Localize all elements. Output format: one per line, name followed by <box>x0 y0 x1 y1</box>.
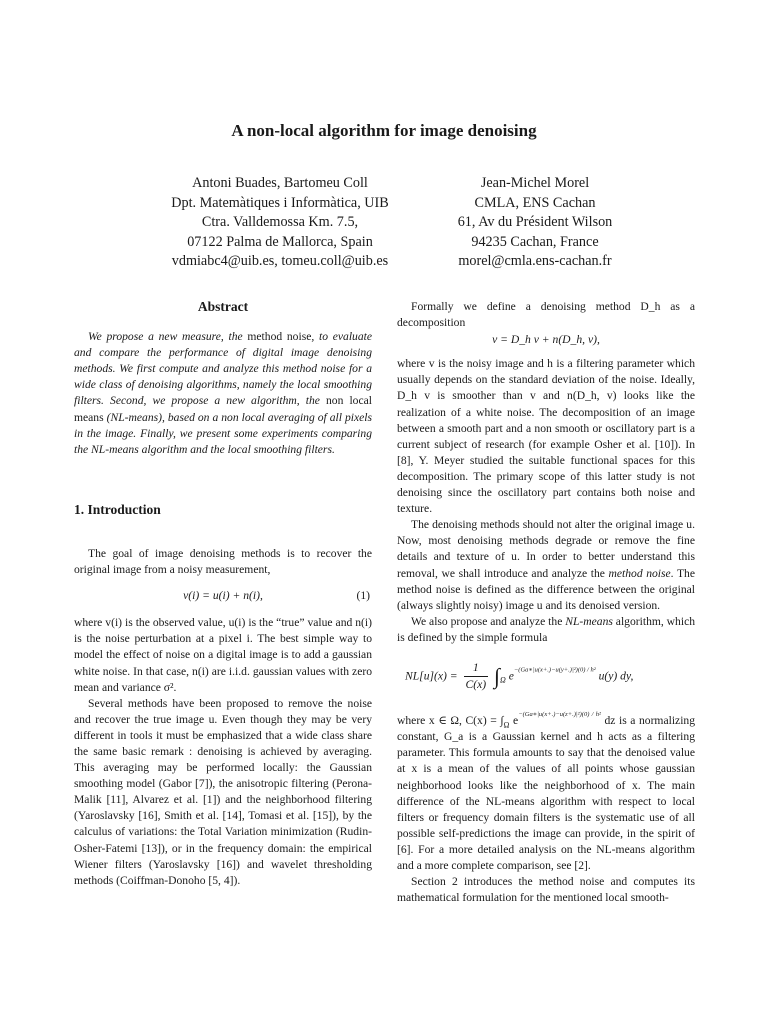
right-paragraph-2: where v is the noisy image and h is a filtering parameter which usually depends on the standard deviation of the noise. Ideally, D_h v is smoother than v and n(D_h, v) looks like the realization of a white noise. The decomposition of an image between a smooth part and a non smooth or oscillatory part is a current subject of research (for example Osher et al. [10]). In [8], Y. Meyer studied the suitable functional spaces for this decomposition. The primary scope of this latter study is not denoising since the oscillatory part contains both noise and texture. <box>397 357 695 516</box>
abstract-text-2: , to evaluate and compare the performance of digital image denoising methods. We first compute and analyze this method noise for a wide class of denoising algorithms, namely the local smoothing filters. Second, we propose a new algorithm, the <box>74 330 373 408</box>
right-paragraph-5b: dz is a normalizing constant, G_a is a Gaussian kernel and h acts as a filtering parameter. This formula amounts to say that the denoised value at x is a mean of the values of all points whose gaussian neighborhood looks like the neighborhood of x. The main difference of the NL-means algorithm with respect to local filters or frequency domain filters is the systematic use of all possible self-predictions the image can provide, in the spirit of [6]. For a more detailed analysis on the NL-means algorithm and a more complete comparison, see [2]. <box>397 714 696 872</box>
term-method-noise: method noise <box>608 566 671 580</box>
nl-fraction-numerator: 1 <box>464 660 489 677</box>
equation-1-number: (1) <box>356 589 370 603</box>
author-names: Antoni Buades, Bartomeu Coll <box>192 175 368 191</box>
right-paragraph-6: Section 2 introduces the method noise and computes its mathematical formulation for the mentioned local smooth- <box>397 875 695 905</box>
intro-paragraph-1: The goal of image denoising methods is to recover the original image from a noisy measurement, <box>74 546 372 577</box>
equation-1-body: v(i) = u(i) + n(i), <box>183 589 263 603</box>
integral-sign: ∫ <box>494 663 501 689</box>
right-paragraph-3b: . The method noise is defined as the difference between the original (always slightly noisy) image u and its denoised version. <box>397 566 695 612</box>
author-email-morel: morel@cmla.ens-cachan.fr <box>458 253 612 269</box>
section-heading-introduction: 1. Introduction <box>74 501 161 517</box>
right-paragraph-5a: where x ∈ Ω, C(x) = ∫ <box>397 714 504 728</box>
abstract-heading: Abstract <box>197 299 249 314</box>
abstract-body <box>74 329 372 458</box>
right-paragraph-3 <box>397 517 695 614</box>
author-affiliation: Dpt. Matemàtiques i Informàtica, UIB <box>171 194 389 211</box>
author-name-morel: Jean-Michel Morel <box>480 175 590 191</box>
equation-decomposition: v = D_h v + n(D_h, v), <box>492 333 600 347</box>
term-nl-means: NL-means <box>565 614 613 628</box>
intro-paragraph-2: where v(i) is the observed value, u(i) is the “true” value and n(i) is the noise perturbation at a pixel i. The best simple way to model the effect of noise on a digital image is to add a gaussian white noise. In that case, n(i) are i.i.d. gaussian values with zero mean and variance σ². <box>74 616 372 694</box>
abstract-text-3: (NL-means), based on a non local averaging of all pixels in the image. Finally, we present some experiments comparing the NL-means algorithm and the local smoothing filters. <box>74 410 372 456</box>
intro-paragraph-3: Several methods have been proposed to remove the noise and recover the true image u. Even though they may be very different in tools it must be emphasized that a wide class share the same basic remark : denoising is achieved by averaging. This averaging may be performed locally: the Gaussian smoothing model (Gabor [7]), the anisotropic filtering (Perona-Malik [11], Alvarez et al. [1]) and the neighborhood filtering (Yaroslavsky [16], Smith et al. [14], Tomasi et al. [15]), by the calculus of variations: the Total Variation minimization (Rudin-Osher-Fatemi [13]), or in the frequency domain: the empirical Wiener filters (Yaroslavsky [16]) and wavelet thresholding methods (Coiffman-Donoho [5, 4]). <box>74 696 372 887</box>
author-address-city-right: 94235 Cachan, France <box>471 233 599 250</box>
nl-fraction-denominator: C(x) <box>465 678 487 692</box>
nl-integral-domain: Ω <box>500 675 506 685</box>
author-address-street-right: 61, Av du Président Wilson <box>457 214 613 230</box>
author-emails: vdmiabc4@uib.es, tomeu.coll@uib.es <box>171 253 389 269</box>
paper-title: A non-local algorithm for image denoising <box>231 121 537 140</box>
nl-equation-lhs: NL[u](x) = <box>405 669 458 683</box>
nl-exponent: −(Ga∗|u(x+.)−u(y+.)|²)(0) / h² <box>513 666 596 674</box>
abstract-term-method-noise: method noise <box>247 330 312 344</box>
right-paragraph-1: Formally we define a denoising method D_h as a decomposition <box>397 300 695 330</box>
authors-left-block <box>150 174 410 272</box>
abstract-text-1: We propose a new measure, the <box>88 330 248 344</box>
right-column <box>397 299 695 906</box>
normalizer-exponent: −(Ga∗|u(x+.)−u(z+.)|²)(0) / h² <box>518 711 601 719</box>
right-paragraph-5 <box>397 707 695 874</box>
left-column <box>74 299 372 889</box>
right-paragraph-4b: algorithm, which is defined by the simple formula <box>397 614 696 644</box>
right-paragraph-4 <box>397 614 695 646</box>
equation-1 <box>74 588 372 604</box>
authors-right-block <box>430 174 640 272</box>
abstract-term-nl-means: non local means <box>74 394 372 424</box>
normalizer-e: e <box>513 714 519 728</box>
author-address-street: Ctra. Valldemossa Km. 7.5, <box>201 214 359 230</box>
author-affiliation-cmla: CMLA, ENS Cachan <box>474 194 596 211</box>
nl-equation-rhs: u(y) dy, <box>598 669 634 683</box>
normalizer-domain: Ω <box>503 720 510 730</box>
nl-equation-fraction <box>464 660 489 693</box>
right-paragraph-3a: The denoising methods should not alter the original image u. Now, most denoising methods degrade or remove the fine details and texture of u. In order to better understand this removal, we shall introduce and analyze the <box>397 518 695 580</box>
exponential-e: e <box>508 669 514 683</box>
right-paragraph-4a: We also propose and analyze the <box>411 614 566 628</box>
nl-means-equation <box>397 660 695 693</box>
author-address-city: 07122 Palma de Mallorca, Spain <box>187 233 373 250</box>
